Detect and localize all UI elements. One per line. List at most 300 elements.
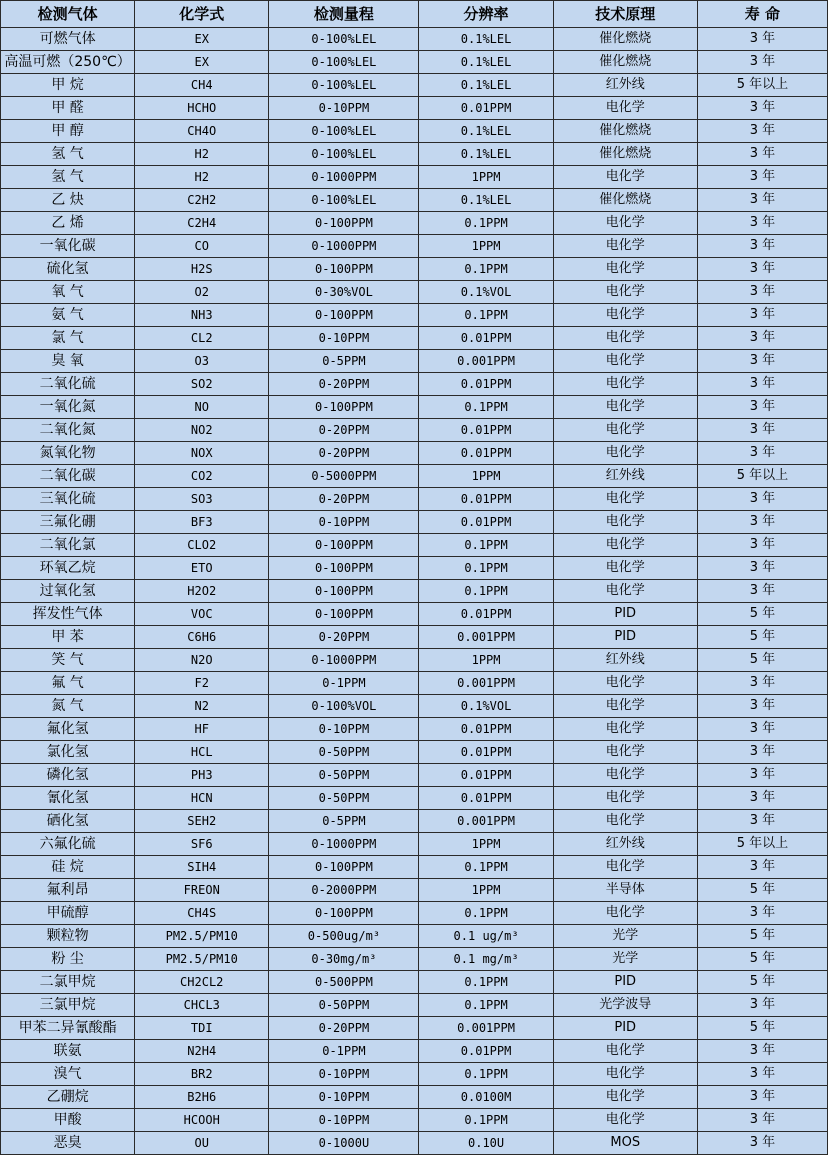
cell-resolution: 0.1PPM: [419, 304, 553, 327]
cell-lifetime: 3 年: [697, 419, 827, 442]
cell-technology-principle: 催化燃烧: [553, 51, 697, 74]
cell-lifetime: 3 年: [697, 511, 827, 534]
cell-lifetime: 5 年以上: [697, 74, 827, 97]
cell-detection-range: 0-500PPM: [269, 971, 419, 994]
cell-technology-principle: 电化学: [553, 1063, 697, 1086]
cell-resolution: 0.1%LEL: [419, 143, 553, 166]
cell-detection-range: 0-1000PPM: [269, 833, 419, 856]
cell-resolution: 0.1PPM: [419, 856, 553, 879]
table-row: [1, 856, 828, 879]
cell-detection-range: 0-10PPM: [269, 718, 419, 741]
cell-lifetime: 5 年: [697, 879, 827, 902]
table-row: [1, 350, 828, 373]
cell-gas-name: 甲酸: [1, 1109, 135, 1132]
cell-lifetime: 3 年: [697, 902, 827, 925]
header-gas-name: 检测气体: [1, 1, 135, 28]
cell-gas-name: 氟利昂: [1, 879, 135, 902]
cell-chemical-formula: CH4O: [135, 120, 269, 143]
cell-resolution: 0.1PPM: [419, 212, 553, 235]
table-row: [1, 1040, 828, 1063]
table-row: [1, 166, 828, 189]
table-header-row: [1, 1, 828, 28]
cell-technology-principle: 催化燃烧: [553, 28, 697, 51]
cell-resolution: 0.01PPM: [419, 741, 553, 764]
cell-gas-name: 一氧化氮: [1, 396, 135, 419]
cell-lifetime: 3 年: [697, 1063, 827, 1086]
cell-lifetime: 3 年: [697, 281, 827, 304]
table-row: [1, 120, 828, 143]
cell-chemical-formula: NH3: [135, 304, 269, 327]
cell-gas-name: 三氟化硼: [1, 511, 135, 534]
cell-detection-range: 0-10PPM: [269, 1063, 419, 1086]
cell-detection-range: 0-100PPM: [269, 902, 419, 925]
cell-chemical-formula: PH3: [135, 764, 269, 787]
cell-lifetime: 3 年: [697, 787, 827, 810]
table-row: [1, 465, 828, 488]
cell-chemical-formula: B2H6: [135, 1086, 269, 1109]
cell-lifetime: 5 年: [697, 971, 827, 994]
cell-resolution: 0.001PPM: [419, 810, 553, 833]
cell-lifetime: 3 年: [697, 810, 827, 833]
cell-detection-range: 0-10PPM: [269, 327, 419, 350]
cell-resolution: 1PPM: [419, 833, 553, 856]
cell-lifetime: 5 年: [697, 925, 827, 948]
table-row: [1, 258, 828, 281]
cell-technology-principle: 红外线: [553, 465, 697, 488]
cell-detection-range: 0-10PPM: [269, 1109, 419, 1132]
cell-chemical-formula: H2: [135, 166, 269, 189]
cell-detection-range: 0-50PPM: [269, 994, 419, 1017]
cell-detection-range: 0-1000U: [269, 1132, 419, 1155]
cell-technology-principle: 电化学: [553, 304, 697, 327]
cell-resolution: 0.01PPM: [419, 327, 553, 350]
cell-gas-name: 乙 炔: [1, 189, 135, 212]
header-resolution: 分辨率: [419, 1, 553, 28]
cell-chemical-formula: N2: [135, 695, 269, 718]
cell-gas-name: 过氧化氢: [1, 580, 135, 603]
cell-detection-range: 0-100PPM: [269, 603, 419, 626]
cell-chemical-formula: OU: [135, 1132, 269, 1155]
table-row: [1, 718, 828, 741]
table-row: [1, 143, 828, 166]
cell-gas-name: 可燃气体: [1, 28, 135, 51]
cell-detection-range: 0-10PPM: [269, 511, 419, 534]
table-row: [1, 787, 828, 810]
cell-technology-principle: 电化学: [553, 488, 697, 511]
cell-technology-principle: PID: [553, 1017, 697, 1040]
header-detection-range: 检测量程: [269, 1, 419, 28]
cell-resolution: 0.1PPM: [419, 1109, 553, 1132]
cell-technology-principle: 催化燃烧: [553, 189, 697, 212]
cell-technology-principle: 电化学: [553, 235, 697, 258]
cell-gas-name: 氮氧化物: [1, 442, 135, 465]
cell-detection-range: 0-20PPM: [269, 626, 419, 649]
cell-gas-name: 笑 气: [1, 649, 135, 672]
cell-lifetime: 5 年: [697, 649, 827, 672]
cell-technology-principle: 电化学: [553, 672, 697, 695]
cell-technology-principle: PID: [553, 971, 697, 994]
cell-lifetime: 5 年: [697, 1017, 827, 1040]
cell-lifetime: 5 年以上: [697, 833, 827, 856]
cell-technology-principle: 红外线: [553, 74, 697, 97]
cell-chemical-formula: BF3: [135, 511, 269, 534]
cell-lifetime: 3 年: [697, 166, 827, 189]
cell-gas-name: 甲硫醇: [1, 902, 135, 925]
cell-gas-name: 甲 醇: [1, 120, 135, 143]
cell-detection-range: 0-20PPM: [269, 488, 419, 511]
cell-resolution: 0.0100M: [419, 1086, 553, 1109]
cell-resolution: 0.1PPM: [419, 396, 553, 419]
cell-chemical-formula: CLO2: [135, 534, 269, 557]
cell-detection-range: 0-1PPM: [269, 1040, 419, 1063]
cell-detection-range: 0-100PPM: [269, 212, 419, 235]
cell-lifetime: 3 年: [697, 120, 827, 143]
cell-gas-name: 一氧化碳: [1, 235, 135, 258]
cell-gas-name: 乙 烯: [1, 212, 135, 235]
cell-detection-range: 0-50PPM: [269, 787, 419, 810]
table-row: [1, 948, 828, 971]
cell-resolution: 0.01PPM: [419, 718, 553, 741]
cell-resolution: 0.1 ug/m³: [419, 925, 553, 948]
cell-gas-name: 联氨: [1, 1040, 135, 1063]
cell-chemical-formula: SIH4: [135, 856, 269, 879]
cell-chemical-formula: TDI: [135, 1017, 269, 1040]
cell-technology-principle: 电化学: [553, 787, 697, 810]
cell-lifetime: 3 年: [697, 442, 827, 465]
cell-resolution: 0.1PPM: [419, 258, 553, 281]
table-row: [1, 28, 828, 51]
cell-gas-name: 磷化氢: [1, 764, 135, 787]
cell-resolution: 0.1%VOL: [419, 695, 553, 718]
table-header: [1, 1, 828, 28]
table-row: [1, 74, 828, 97]
cell-technology-principle: 电化学: [553, 902, 697, 925]
cell-chemical-formula: CH4S: [135, 902, 269, 925]
cell-lifetime: 3 年: [697, 580, 827, 603]
cell-gas-name: 溴气: [1, 1063, 135, 1086]
cell-detection-range: 0-100%VOL: [269, 695, 419, 718]
cell-chemical-formula: VOC: [135, 603, 269, 626]
cell-technology-principle: 电化学: [553, 511, 697, 534]
cell-technology-principle: 电化学: [553, 741, 697, 764]
cell-gas-name: 环氧乙烷: [1, 557, 135, 580]
cell-chemical-formula: FREON: [135, 879, 269, 902]
cell-resolution: 0.1PPM: [419, 994, 553, 1017]
cell-resolution: 1PPM: [419, 879, 553, 902]
cell-lifetime: 3 年: [697, 304, 827, 327]
table-row: [1, 51, 828, 74]
cell-detection-range: 0-50PPM: [269, 764, 419, 787]
cell-gas-name: 三氯甲烷: [1, 994, 135, 1017]
cell-lifetime: 3 年: [697, 488, 827, 511]
cell-technology-principle: 电化学: [553, 1086, 697, 1109]
cell-lifetime: 3 年: [697, 718, 827, 741]
cell-resolution: 0.01PPM: [419, 511, 553, 534]
cell-detection-range: 0-100%LEL: [269, 28, 419, 51]
cell-detection-range: 0-20PPM: [269, 419, 419, 442]
table-row: [1, 764, 828, 787]
table-row: [1, 373, 828, 396]
cell-gas-name: 二氯甲烷: [1, 971, 135, 994]
cell-technology-principle: 电化学: [553, 396, 697, 419]
table-body: [1, 28, 828, 1155]
cell-lifetime: 3 年: [697, 1109, 827, 1132]
cell-detection-range: 0-100PPM: [269, 396, 419, 419]
cell-chemical-formula: O3: [135, 350, 269, 373]
cell-resolution: 0.1PPM: [419, 580, 553, 603]
cell-gas-name: 二氧化硫: [1, 373, 135, 396]
cell-technology-principle: 电化学: [553, 419, 697, 442]
header-chemical-formula: 化学式: [135, 1, 269, 28]
cell-resolution: 0.1PPM: [419, 557, 553, 580]
table-row: [1, 235, 828, 258]
table-row: [1, 488, 828, 511]
table-row: [1, 304, 828, 327]
cell-gas-name: 三氧化硫: [1, 488, 135, 511]
cell-gas-name: 二氧化氮: [1, 419, 135, 442]
cell-chemical-formula: SO3: [135, 488, 269, 511]
table-row: [1, 649, 828, 672]
cell-chemical-formula: EX: [135, 51, 269, 74]
table-row: [1, 1086, 828, 1109]
cell-gas-name: 氯化氢: [1, 741, 135, 764]
cell-detection-range: 0-100%LEL: [269, 120, 419, 143]
table-row: [1, 603, 828, 626]
cell-resolution: 0.1PPM: [419, 534, 553, 557]
header-lifetime: 寿 命: [697, 1, 827, 28]
cell-chemical-formula: CO2: [135, 465, 269, 488]
table-row: [1, 810, 828, 833]
cell-gas-name: 氨 气: [1, 304, 135, 327]
table-row: [1, 442, 828, 465]
cell-resolution: 0.10U: [419, 1132, 553, 1155]
cell-technology-principle: 电化学: [553, 327, 697, 350]
cell-detection-range: 0-20PPM: [269, 1017, 419, 1040]
cell-detection-range: 0-500ug/m³: [269, 925, 419, 948]
table-row: [1, 741, 828, 764]
cell-technology-principle: 电化学: [553, 810, 697, 833]
cell-technology-principle: 电化学: [553, 97, 697, 120]
cell-lifetime: 5 年: [697, 603, 827, 626]
cell-technology-principle: 红外线: [553, 833, 697, 856]
cell-lifetime: 3 年: [697, 327, 827, 350]
cell-detection-range: 0-100PPM: [269, 258, 419, 281]
cell-chemical-formula: N2H4: [135, 1040, 269, 1063]
header-technology-principle: 技术原理: [553, 1, 697, 28]
table-row: [1, 879, 828, 902]
cell-gas-name: 高温可燃（250℃）: [1, 51, 135, 74]
cell-technology-principle: 电化学: [553, 695, 697, 718]
table-row: [1, 1017, 828, 1040]
cell-technology-principle: 电化学: [553, 212, 697, 235]
cell-technology-principle: 电化学: [553, 580, 697, 603]
cell-detection-range: 0-100%LEL: [269, 74, 419, 97]
cell-detection-range: 0-20PPM: [269, 373, 419, 396]
cell-lifetime: 3 年: [697, 212, 827, 235]
cell-lifetime: 3 年: [697, 1040, 827, 1063]
cell-technology-principle: 电化学: [553, 373, 697, 396]
cell-gas-name: 二氧化碳: [1, 465, 135, 488]
table-row: [1, 902, 828, 925]
cell-chemical-formula: NO2: [135, 419, 269, 442]
cell-gas-name: 氢 气: [1, 166, 135, 189]
cell-chemical-formula: SEH2: [135, 810, 269, 833]
cell-lifetime: 3 年: [697, 1132, 827, 1155]
cell-chemical-formula: CHCL3: [135, 994, 269, 1017]
table-row: [1, 557, 828, 580]
cell-resolution: 0.01PPM: [419, 787, 553, 810]
cell-technology-principle: PID: [553, 603, 697, 626]
table-row: [1, 580, 828, 603]
cell-resolution: 0.1%VOL: [419, 281, 553, 304]
table-row: [1, 626, 828, 649]
cell-chemical-formula: PM2.5/PM10: [135, 925, 269, 948]
cell-chemical-formula: PM2.5/PM10: [135, 948, 269, 971]
cell-lifetime: 5 年: [697, 626, 827, 649]
cell-chemical-formula: HCL: [135, 741, 269, 764]
cell-gas-name: 氰化氢: [1, 787, 135, 810]
cell-resolution: 0.1%LEL: [419, 28, 553, 51]
cell-technology-principle: 电化学: [553, 258, 697, 281]
cell-resolution: 0.01PPM: [419, 603, 553, 626]
cell-resolution: 1PPM: [419, 465, 553, 488]
cell-chemical-formula: CO: [135, 235, 269, 258]
cell-technology-principle: 电化学: [553, 557, 697, 580]
table-row: [1, 994, 828, 1017]
cell-resolution: 0.01PPM: [419, 97, 553, 120]
cell-technology-principle: 催化燃烧: [553, 120, 697, 143]
cell-detection-range: 0-50PPM: [269, 741, 419, 764]
cell-detection-range: 0-30mg/m³: [269, 948, 419, 971]
table-row: [1, 833, 828, 856]
table-row: [1, 1063, 828, 1086]
cell-chemical-formula: CH2CL2: [135, 971, 269, 994]
table-row: [1, 212, 828, 235]
cell-chemical-formula: HCN: [135, 787, 269, 810]
cell-lifetime: 3 年: [697, 28, 827, 51]
cell-chemical-formula: HF: [135, 718, 269, 741]
cell-lifetime: 3 年: [697, 373, 827, 396]
cell-chemical-formula: H2S: [135, 258, 269, 281]
cell-resolution: 0.001PPM: [419, 350, 553, 373]
cell-resolution: 0.1%LEL: [419, 51, 553, 74]
cell-detection-range: 0-100%LEL: [269, 143, 419, 166]
cell-resolution: 1PPM: [419, 649, 553, 672]
table-row: [1, 925, 828, 948]
cell-technology-principle: 红外线: [553, 649, 697, 672]
cell-gas-name: 颗粒物: [1, 925, 135, 948]
cell-technology-principle: 电化学: [553, 718, 697, 741]
cell-lifetime: 5 年以上: [697, 465, 827, 488]
cell-technology-principle: 催化燃烧: [553, 143, 697, 166]
cell-chemical-formula: BR2: [135, 1063, 269, 1086]
cell-technology-principle: 电化学: [553, 442, 697, 465]
cell-lifetime: 3 年: [697, 695, 827, 718]
cell-resolution: 0.01PPM: [419, 419, 553, 442]
cell-technology-principle: 光学: [553, 925, 697, 948]
table-row: [1, 97, 828, 120]
table-row: [1, 672, 828, 695]
cell-technology-principle: 光学: [553, 948, 697, 971]
cell-chemical-formula: H2O2: [135, 580, 269, 603]
cell-technology-principle: MOS: [553, 1132, 697, 1155]
cell-lifetime: 3 年: [697, 51, 827, 74]
cell-chemical-formula: N2O: [135, 649, 269, 672]
cell-gas-name: 氯 气: [1, 327, 135, 350]
cell-detection-range: 0-5PPM: [269, 810, 419, 833]
cell-gas-name: 臭 氧: [1, 350, 135, 373]
cell-detection-range: 0-20PPM: [269, 442, 419, 465]
table-row: [1, 971, 828, 994]
cell-lifetime: 3 年: [697, 856, 827, 879]
table-row: [1, 1109, 828, 1132]
cell-resolution: 0.01PPM: [419, 442, 553, 465]
cell-gas-name: 恶臭: [1, 1132, 135, 1155]
cell-technology-principle: 电化学: [553, 1040, 697, 1063]
cell-gas-name: 氧 气: [1, 281, 135, 304]
cell-technology-principle: 电化学: [553, 1109, 697, 1132]
cell-chemical-formula: O2: [135, 281, 269, 304]
cell-chemical-formula: H2: [135, 143, 269, 166]
cell-resolution: 0.1PPM: [419, 902, 553, 925]
cell-chemical-formula: C2H4: [135, 212, 269, 235]
cell-detection-range: 0-2000PPM: [269, 879, 419, 902]
cell-resolution: 0.1%LEL: [419, 189, 553, 212]
table-row: [1, 327, 828, 350]
cell-lifetime: 3 年: [697, 534, 827, 557]
cell-technology-principle: 电化学: [553, 166, 697, 189]
cell-resolution: 0.001PPM: [419, 1017, 553, 1040]
cell-gas-name: 氢 气: [1, 143, 135, 166]
cell-chemical-formula: C6H6: [135, 626, 269, 649]
cell-lifetime: 3 年: [697, 258, 827, 281]
cell-technology-principle: 电化学: [553, 764, 697, 787]
cell-technology-principle: 电化学: [553, 350, 697, 373]
cell-resolution: 0.01PPM: [419, 1040, 553, 1063]
table-row: [1, 695, 828, 718]
cell-chemical-formula: HCOOH: [135, 1109, 269, 1132]
cell-lifetime: 3 年: [697, 143, 827, 166]
cell-technology-principle: 光学波导: [553, 994, 697, 1017]
cell-lifetime: 3 年: [697, 672, 827, 695]
cell-detection-range: 0-10PPM: [269, 97, 419, 120]
cell-gas-name: 二氧化氯: [1, 534, 135, 557]
cell-detection-range: 0-1000PPM: [269, 166, 419, 189]
cell-detection-range: 0-5000PPM: [269, 465, 419, 488]
cell-detection-range: 0-100%LEL: [269, 189, 419, 212]
cell-detection-range: 0-100PPM: [269, 580, 419, 603]
cell-lifetime: 3 年: [697, 97, 827, 120]
cell-gas-name: 氟化氢: [1, 718, 135, 741]
cell-chemical-formula: C2H2: [135, 189, 269, 212]
cell-resolution: 0.1PPM: [419, 1063, 553, 1086]
cell-detection-range: 0-1PPM: [269, 672, 419, 695]
cell-resolution: 0.1%LEL: [419, 74, 553, 97]
cell-lifetime: 3 年: [697, 350, 827, 373]
cell-chemical-formula: ETO: [135, 557, 269, 580]
cell-gas-name: 硅 烷: [1, 856, 135, 879]
cell-gas-name: 甲 醛: [1, 97, 135, 120]
cell-gas-name: 硒化氢: [1, 810, 135, 833]
table-row: [1, 534, 828, 557]
cell-resolution: 1PPM: [419, 166, 553, 189]
table-row: [1, 1132, 828, 1155]
cell-detection-range: 0-100PPM: [269, 557, 419, 580]
cell-gas-name: 甲 苯: [1, 626, 135, 649]
cell-lifetime: 5 年: [697, 948, 827, 971]
table-row: [1, 281, 828, 304]
cell-chemical-formula: CH4: [135, 74, 269, 97]
